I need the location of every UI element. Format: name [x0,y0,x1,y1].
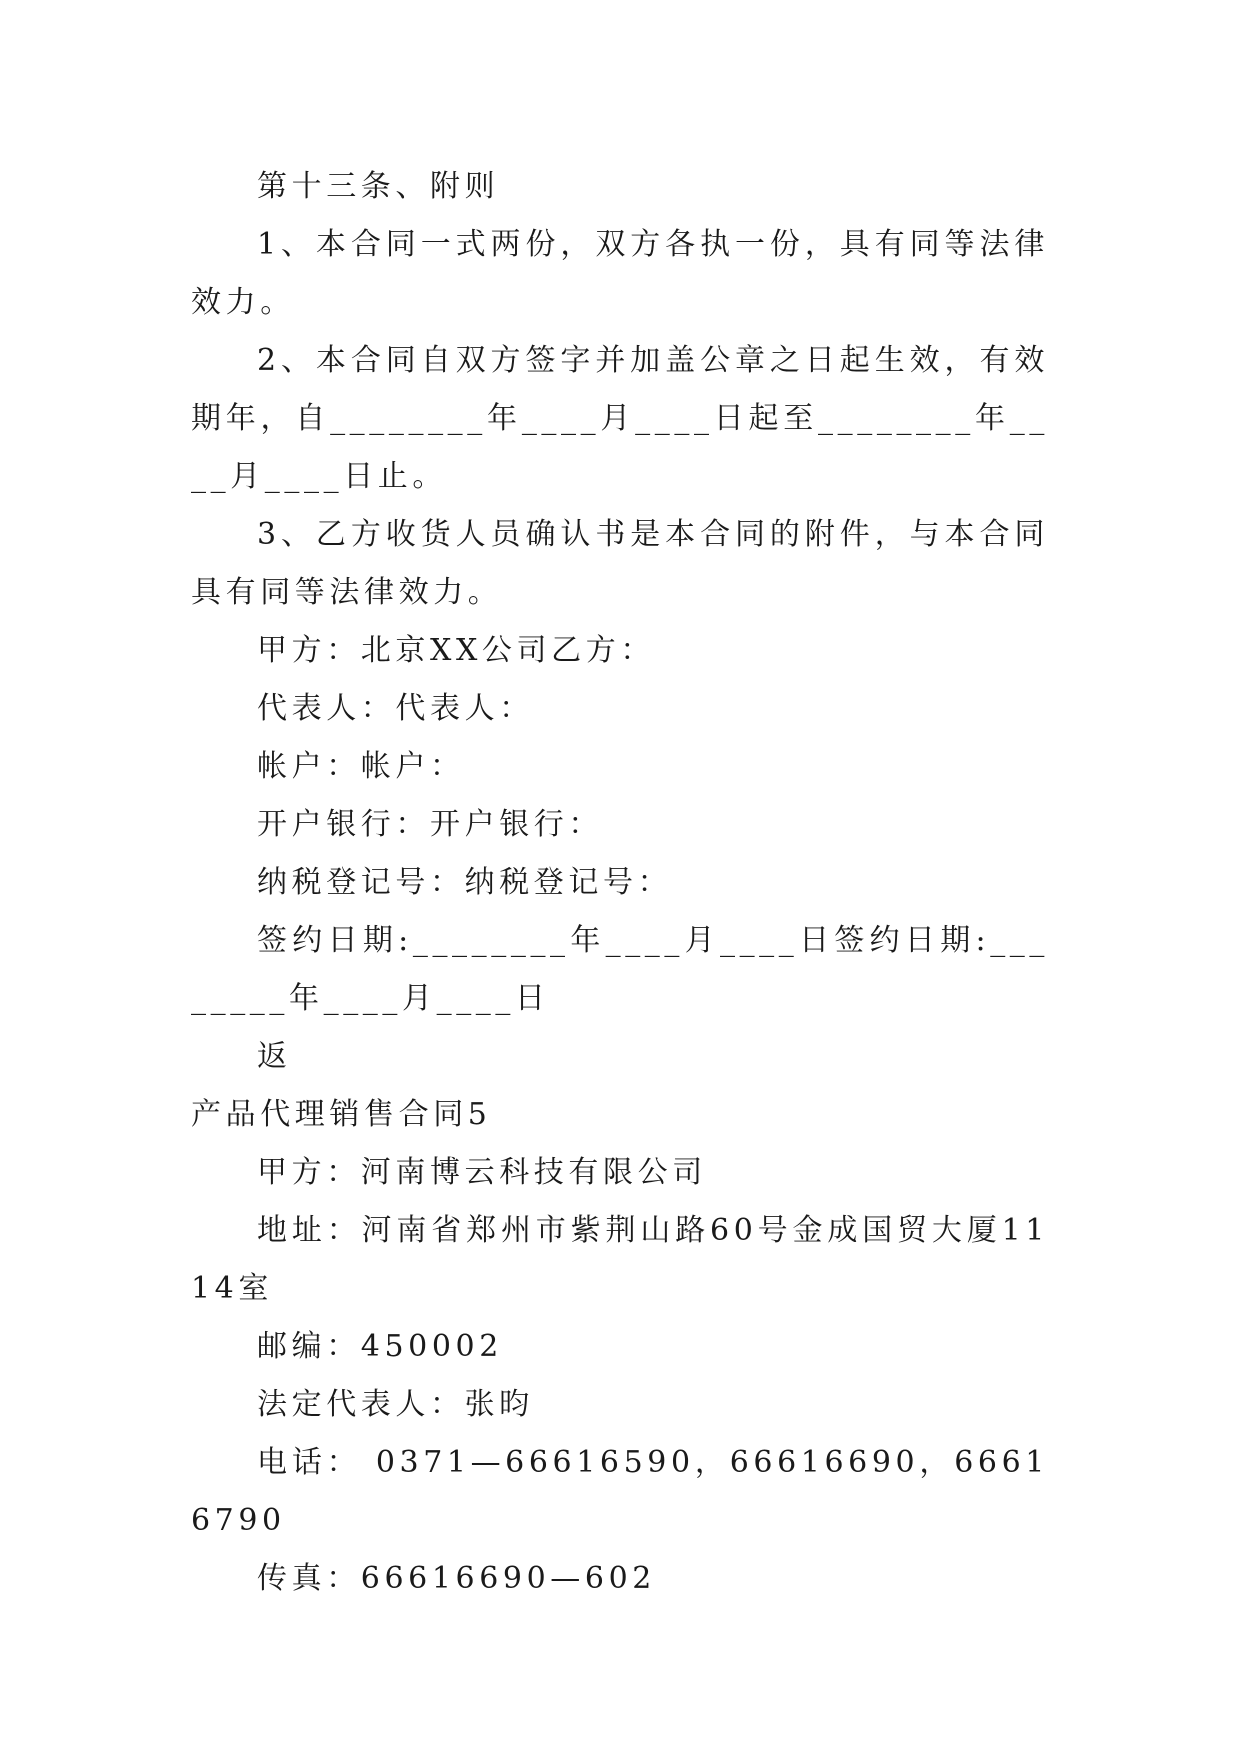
account-line: 帐户：帐户： [257,749,465,784]
bank-line: 开户银行：开户银行： [257,807,603,842]
document-body [191,158,1049,1608]
representative-line: 代表人：代表人： [257,691,534,726]
tax-id-line: 纳税登记号：纳税登记号： [257,865,673,900]
clause-3: 3、乙方收货人员确认书是本合同的附件，与本合同具有同等法律效力。 [191,517,1049,610]
legal-representative-line: 法定代表人：张昀 [257,1387,534,1422]
address-line: 地址：河南省郑州市紫荆山路60号金成国贸大厦1114室 [191,1213,1049,1306]
phone-line: 电话： 0371—66616590，66616690，66616790 [191,1445,1049,1538]
return-text: 返 [257,1039,292,1074]
clause-1: 1、本合同一式两份，双方各执一份，具有同等法律效力。 [191,227,1049,320]
party-line: 甲方：北京XX公司乙方： [257,633,655,668]
contract-title: 产品代理销售合同5 [191,1097,492,1132]
postcode-line: 邮编：450002 [257,1329,503,1364]
party-a-line: 甲方：河南博云科技有限公司 [257,1155,707,1190]
fax-line: 传真：66616690—602 [257,1561,656,1596]
signing-date-line: 签约日期:________年____月____日签约日期:________年____月____日 [191,923,1049,1016]
section-heading-article-13: 第十三条、附则 [257,169,500,204]
clause-2: 2、本合同自双方签字并加盖公章之日起生效，有效期年，自________年____月____日起至________年____月____日止。 [191,343,1049,494]
